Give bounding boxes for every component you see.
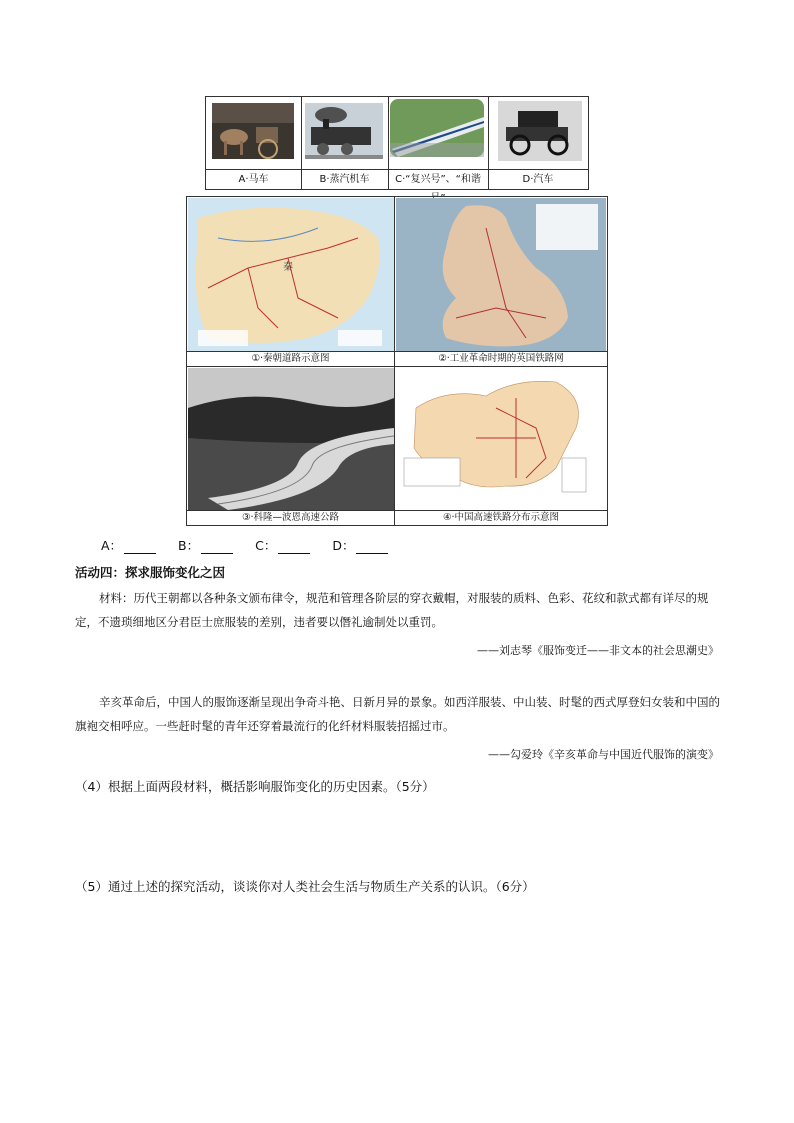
uk-railway-map	[395, 197, 607, 367]
map1-caption: ①·秦朝道路示意图	[187, 351, 394, 366]
caption-a: A·马车	[206, 170, 302, 189]
automobile-image	[488, 97, 588, 169]
answer-a-label: A：	[101, 538, 123, 553]
high-speed-train-image	[388, 97, 489, 169]
map2-caption: ②·工业革命时期的英国铁路网	[395, 351, 607, 366]
cologne-bonn-highway-photo	[187, 367, 395, 525]
map4-caption: ④·中国高速铁路分布示意图	[395, 510, 607, 525]
vehicle-caption-row	[206, 169, 588, 189]
vehicle-image-table	[205, 96, 589, 190]
qin-roads-map	[187, 197, 395, 367]
material-1: 材料：历代王朝都以各种条文颁布律令，规范和管理各阶层的穿衣戴帽，对服装的质料、色彩、花纹和款式都有详尽的规定，不遗琐细地区分君臣士庶服装的差别，违者要以僭礼逾制处以重罚。	[75, 591, 709, 629]
answer-blanks	[101, 536, 406, 554]
material-1-source: ——刘志琴《服饰变迁——非文本的社会思潮史》	[477, 644, 719, 657]
caption-c: C·“复兴号”、“和谐	[388, 170, 489, 189]
question-5: （5）通过上述的探究活动，谈谈你对人类社会生活与物质生产关系的认识。（6分）	[75, 879, 535, 894]
answer-b-blank[interactable]	[201, 541, 233, 554]
horse-carriage-image	[206, 97, 302, 169]
material-2-source: ——勾爱玲《辛亥革命与中国近代服饰的演变》	[488, 748, 719, 761]
caption-d: D·汽车	[522, 174, 554, 185]
answer-c-blank[interactable]	[278, 541, 310, 554]
question-4: （4）根据上面两段材料，概括影响服饰变化的历史因素。（5分）	[75, 779, 435, 794]
material-2: 辛亥革命后，中国人的服饰逐渐呈现出争奇斗艳、日新月异的景象。如西洋服装、中山装、时髦的西式厚登妇女装和中国的旗袍交相呼应。一些赶时髦的青年还穿着最流行的化纤材料服装招摇过市。	[75, 695, 720, 733]
caption-b: B·蒸汽机车	[301, 170, 389, 189]
map1-label-qin: 秦	[283, 262, 293, 273]
steam-locomotive-image	[301, 97, 389, 169]
activity4-heading: 活动四：探求服饰变化之因	[75, 565, 226, 580]
map-grid	[186, 196, 608, 526]
answer-d-label: D：	[332, 538, 355, 553]
answer-c-label: C：	[255, 538, 277, 553]
china-hsr-map	[395, 367, 607, 525]
answer-a-blank[interactable]	[124, 541, 156, 554]
answer-d-blank[interactable]	[356, 541, 388, 554]
map3-caption: ③·科隆—波恩高速公路	[187, 510, 394, 525]
answer-b-label: B：	[178, 538, 200, 553]
